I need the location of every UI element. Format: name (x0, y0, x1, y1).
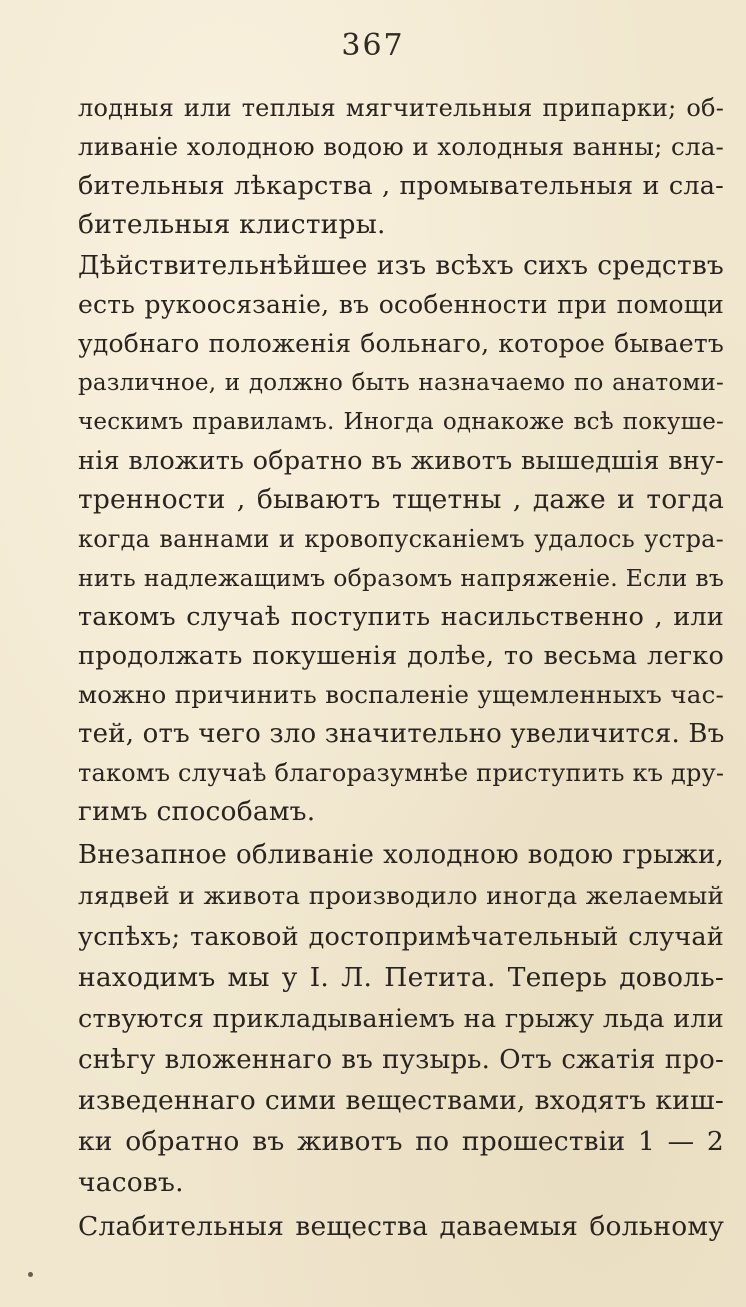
page-number: 367 (341, 28, 405, 63)
text-line: можно причинить воспаленіе ущемленныхъ час- (78, 680, 724, 709)
text-line: бительныя клистиры. (78, 209, 386, 240)
text-line: лядвей и живота производило иногда желаемый (78, 881, 724, 910)
text-line: продолжать покушенія долѣе, то весьма легко (78, 641, 724, 671)
text-line: ствуются прикладываніемъ на грыжу льда или (78, 1004, 724, 1034)
text-line: нія вложить обратно въ животъ вышедшія вну- (78, 446, 724, 476)
text-line: тренности , бываютъ тщетны , даже и тогда (78, 484, 724, 515)
text-line: удобнаго положенія больнаго, которое бываетъ (78, 329, 724, 358)
text-line: есть рукоосязаніе, въ особенности при помощи (78, 290, 724, 319)
paragraph-first-line: Внезапное обливаніе холодною водою грыжи, (78, 840, 724, 870)
text-line: тей, отъ чего зло значительно увеличится. Въ (78, 719, 725, 749)
text-line: снѣгу вложеннаго въ пузырь. Отъ сжатія про- (78, 1045, 724, 1075)
paragraph-first-line: Дѣйствительнѣйшее изъ всѣхъ сихъ средствъ (78, 250, 724, 281)
paragraph-first-line: Слабительныя вещества даваемыя больному (78, 1211, 724, 1242)
text-line: нить надлежащимъ образомъ напряженіе. Если въ (78, 564, 724, 592)
text-line: успѣхъ; таковой достопримѣчательный случай (78, 922, 724, 952)
text-line: находимъ мы у І. Л. Петита. Теперь доволь- (78, 962, 724, 993)
text-line: часовъ. (78, 1167, 184, 1198)
text-line: ки обратно въ животъ по прошествіи 1 — 2 (78, 1126, 724, 1157)
ink-speck (28, 1272, 33, 1277)
text-line: изведеннаго сими веществами, входятъ киш- (78, 1085, 724, 1116)
text-line: гимъ способамъ. (78, 796, 316, 827)
text-line: различное, и должно быть назначаемо по анатоми- (78, 370, 724, 396)
text-line: ливаніе холодною водою и холодныя ванны; сла- (78, 132, 724, 161)
text-line: когда ваннами и кровопусканіемъ удалось устра- (78, 525, 724, 553)
text-line: ческимъ правиламъ. Иногда однакоже всѣ покуше- (78, 409, 724, 435)
text-line: такомъ случаѣ благоразумнѣе приступить къ дру- (78, 759, 725, 787)
text-line: лодныя или теплыя мягчительныя припарки; об- (78, 94, 724, 122)
text-line: бительныя лѣкарства , промывательныя и сла- (78, 171, 724, 201)
text-line: такомъ случаѣ поступить насильственно , или (78, 602, 724, 632)
